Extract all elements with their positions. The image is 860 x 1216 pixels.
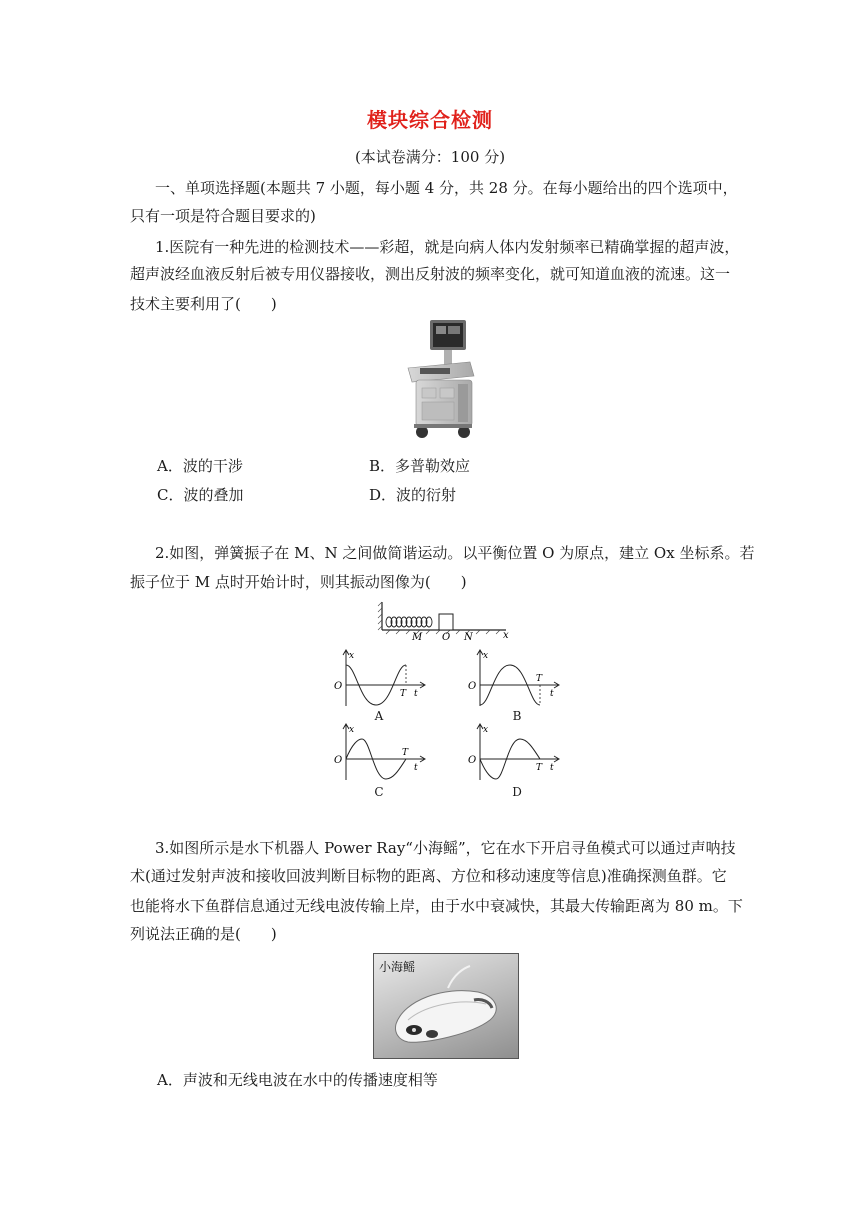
section-heading-line1: 一、单项选择题(本题共 7 小题，每小题 4 分，共 28 分。在每小题给出的四个选项中， xyxy=(155,179,738,197)
robot-drawing xyxy=(374,954,518,1058)
photo-label: 小海鳐 xyxy=(379,960,416,974)
label-o: O xyxy=(442,632,451,642)
label-m: M xyxy=(412,632,423,642)
axis-t-period-label: T xyxy=(536,674,543,684)
graph-a xyxy=(330,648,430,708)
axis-x-label: x xyxy=(349,651,355,661)
q1-line2: 超声波经血液反射后被专用仪器接收，测出反射波的频率变化，就可知道血液的流速。这一 xyxy=(130,265,731,283)
axis-time-label: t xyxy=(550,689,554,699)
q3-line2: 术(通过发射声波和接收回波判断目标物的距离、方位和移动速度等信息)准确探测鱼群。它 xyxy=(130,867,727,885)
q3-line3: 也能将水下鱼群信息通过无线电波传输上岸，由于水中衰减快，其最大传输距离为 80 m。下 xyxy=(130,897,743,915)
graph-b xyxy=(464,648,564,708)
axis-time-label: t xyxy=(550,763,554,773)
axis-x-label: x xyxy=(349,725,355,735)
axis-origin-label: O xyxy=(468,681,477,692)
label-x: x xyxy=(503,630,509,641)
graph-c xyxy=(330,722,430,782)
label-n: N xyxy=(464,632,473,642)
graph-b-caption: B xyxy=(512,709,522,723)
axis-origin-label: O xyxy=(334,681,343,692)
axis-t-period-label: T xyxy=(536,763,543,773)
q3-line1: 3.如图所示是水下机器人 Power Ray“小海鳐”，它在水下开启寻鱼模式可以通过声呐技 xyxy=(155,839,736,857)
q3-option-a: A．声波和无线电波在水中的传播速度相等 xyxy=(157,1071,438,1089)
page-title: 模块综合检测 xyxy=(367,108,493,132)
axis-t-period-label: T xyxy=(400,689,407,699)
axis-origin-label: O xyxy=(334,755,343,766)
spring-oscillator-diagram xyxy=(376,600,516,642)
q2-line2: 振子位于 M 点时开始计时，则其振动图像为( ) xyxy=(130,573,467,591)
axis-x-label: x xyxy=(483,725,489,735)
ultrasound-machine-image xyxy=(400,318,480,442)
q1-option-d: D．波的衍射 xyxy=(369,486,457,504)
q3-line4: 列说法正确的是( ) xyxy=(130,925,277,943)
graph-a-caption: A xyxy=(374,709,384,723)
graph-d-caption: D xyxy=(512,785,522,799)
q1-option-b: B．多普勒效应 xyxy=(369,457,471,475)
q1-line1: 1.医院有一种先进的检测技术——彩超，就是向病人体内发射频率已精确掌握的超声波， xyxy=(155,238,740,256)
q1-option-c: C．波的叠加 xyxy=(157,486,244,504)
q2-line1: 2.如图，弹簧振子在 M、N 之间做简谐运动。以平衡位置 O 为原点，建立 Ox 坐标系。若 xyxy=(155,544,755,562)
graph-d xyxy=(464,722,564,782)
axis-x-label: x xyxy=(483,651,489,661)
section-heading-line2: 只有一项是符合题目要求的) xyxy=(130,207,316,225)
axis-t-period-label: T xyxy=(402,748,409,758)
axis-time-label: t xyxy=(414,689,418,699)
graph-c-caption: C xyxy=(374,785,384,799)
q1-option-a: A．波的干涉 xyxy=(157,457,243,475)
axis-time-label: t xyxy=(414,763,418,773)
q1-line3: 技术主要利用了( ) xyxy=(130,295,277,313)
page-subtitle: (本试卷满分：100 分) xyxy=(354,148,506,166)
underwater-robot-photo xyxy=(373,953,519,1059)
axis-origin-label: O xyxy=(468,755,477,766)
